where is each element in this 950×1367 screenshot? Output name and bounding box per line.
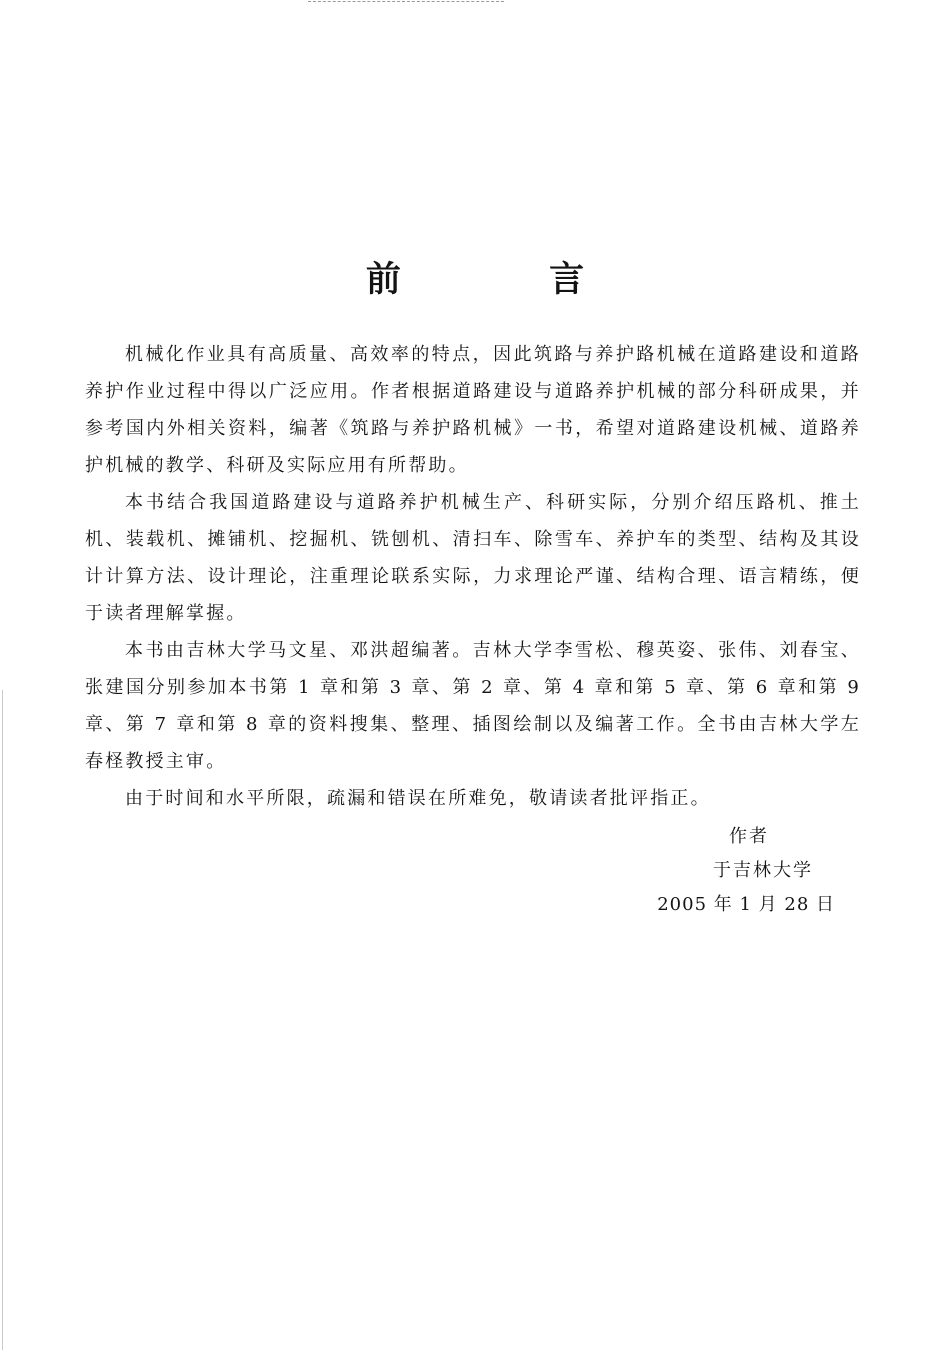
paragraph-1: 机械化作业具有高质量、高效率的特点，因此筑路与养护路机械在道路建设和道路养护作业过程中得以广泛应用。作者根据道路建设与道路养护机械的部分科研成果，并参考国内外相关资料，编著《筑路与养护路机械》一书，希望对道路建设机械、道路养护机械的教学、科研及实际应用有所帮助。 [85, 344, 861, 476]
signature-author: 作者 [729, 826, 769, 847]
scan-edge-top [308, 1, 504, 2]
signature-date: 2005 年 1 月 28 日 [657, 894, 835, 915]
preface-body [85, 336, 861, 817]
paragraph-4: 由于时间和水平所限，疏漏和错误在所难免，敬请读者批评指正。 [125, 788, 711, 809]
page-title: 前 言 [365, 260, 653, 301]
paragraph-2: 本书结合我国道路建设与道路养护机械生产、科研实际，分别介绍压路机、推土机、装载机、摊铺机、挖掘机、铣刨机、清扫车、除雪车、养护车的类型、结构及其设计计算方法、设计理论，注重理论联系实际，力求理论严谨、结构合理、语言精练，便于读者理解掌握。 [85, 492, 861, 624]
scan-edge-left [2, 690, 3, 1350]
signature-place: 于吉林大学 [713, 860, 813, 881]
signature-block [535, 820, 835, 922]
paragraph-3: 本书由吉林大学马文星、邓洪超编著。吉林大学李雪松、穆英姿、张伟、刘春宝、张建国分别参加本书第 1 章和第 3 章、第 2 章、第 4 章和第 5 章、第 6 章和第 9 章、第 7 章和第 8 章的资料搜集、整理、插图绘制以及编著工作。全书由吉林大学左春柽教授主审。 [85, 640, 861, 772]
